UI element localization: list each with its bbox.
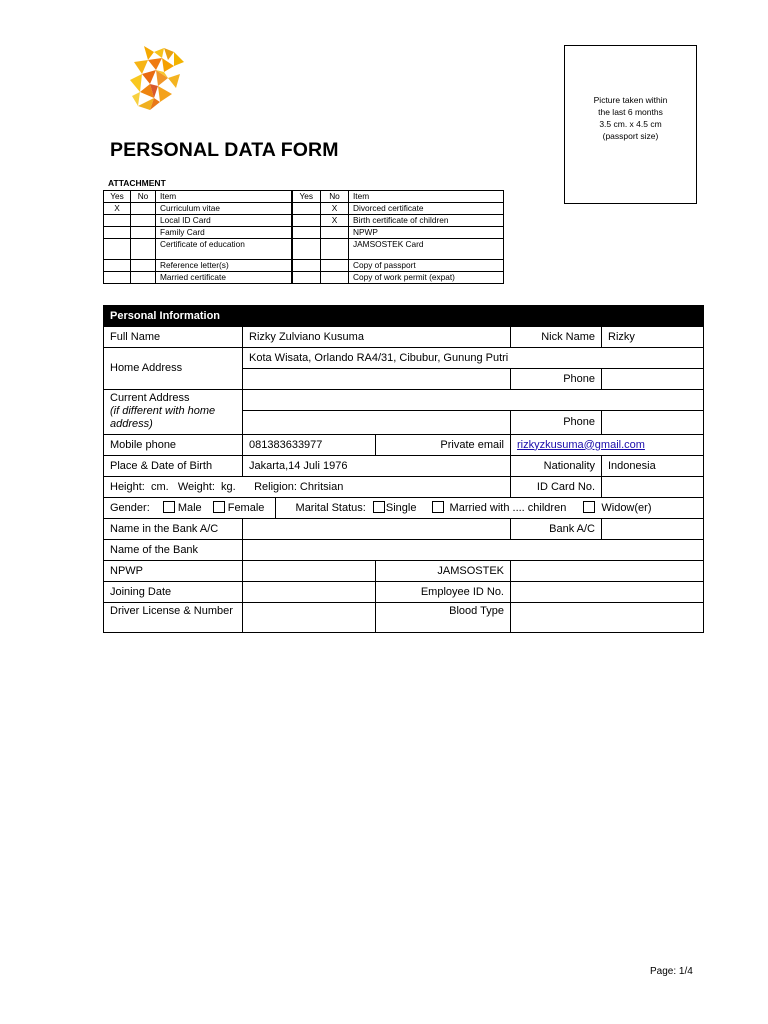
company-logo xyxy=(124,44,186,112)
nationality-label: Nationality xyxy=(511,456,602,477)
yes-cell[interactable] xyxy=(104,260,131,272)
nick-name-label: Nick Name xyxy=(511,327,602,348)
current-address-label: Current Address (if different with home address) xyxy=(104,390,243,435)
current-address-line2-field[interactable] xyxy=(243,411,511,435)
col-yes: Yes xyxy=(292,191,321,203)
nick-name-field[interactable]: Rizky xyxy=(602,327,704,348)
current-address-note: (if different with home address) xyxy=(110,405,216,430)
home-phone-field[interactable] xyxy=(602,369,704,390)
bank-ac-field[interactable] xyxy=(602,519,704,540)
col-no: No xyxy=(321,191,349,203)
current-address-row xyxy=(104,390,704,411)
personal-info-table xyxy=(103,305,704,633)
home-address-line2-field[interactable] xyxy=(243,369,511,390)
private-email-label: Private email xyxy=(376,435,511,456)
widow-checkbox[interactable] xyxy=(583,501,595,513)
attachment-row xyxy=(104,272,504,284)
photo-instructions: Picture taken within the last 6 months 3.5 cm. x 4.5 cm (passport size) xyxy=(593,95,668,141)
bank-field[interactable] xyxy=(243,540,704,561)
email-link[interactable]: rizkyzkusuma@gmail.com xyxy=(517,438,645,451)
yes-cell[interactable] xyxy=(292,260,321,272)
current-address-field[interactable] xyxy=(243,390,704,411)
item-cell: Birth certificate of children xyxy=(349,215,504,227)
no-cell[interactable] xyxy=(131,272,156,284)
yes-cell[interactable] xyxy=(292,227,321,239)
male-label: Male xyxy=(177,501,202,514)
attachment-row xyxy=(104,239,504,260)
married-label: Married with .... children xyxy=(449,501,567,514)
birth-label: Place & Date of Birth xyxy=(104,456,243,477)
yes-cell[interactable] xyxy=(292,272,321,284)
blood-type-label: Blood Type xyxy=(376,603,511,633)
marital-label: Marital Status: xyxy=(295,501,366,514)
birth-row xyxy=(104,456,704,477)
bank-name-row xyxy=(104,519,704,540)
col-item: Item xyxy=(156,191,292,203)
no-cell[interactable] xyxy=(321,227,349,239)
no-cell[interactable] xyxy=(131,215,156,227)
no-cell[interactable] xyxy=(321,239,349,260)
bank-row xyxy=(104,540,704,561)
gender-marital-row xyxy=(104,498,704,519)
yes-cell[interactable] xyxy=(104,272,131,284)
single-label: Single xyxy=(385,501,417,514)
no-cell[interactable] xyxy=(131,203,156,215)
item-cell: Married certificate xyxy=(156,272,292,284)
jamsostek-label: JAMSOSTEK xyxy=(376,561,511,582)
mobile-field[interactable]: 081383633977 xyxy=(243,435,376,456)
id-card-label: ID Card No. xyxy=(511,477,602,498)
attachment-header-row xyxy=(104,191,504,203)
no-cell[interactable]: X xyxy=(321,215,349,227)
home-address-row xyxy=(104,348,704,369)
page-number: Page: 1/4 xyxy=(650,966,693,977)
bank-ac-label: Bank A/C xyxy=(511,519,602,540)
female-label: Female xyxy=(227,501,265,514)
bank-name-label: Name in the Bank A/C xyxy=(104,519,243,540)
no-cell[interactable] xyxy=(131,260,156,272)
male-checkbox[interactable] xyxy=(163,501,175,513)
birth-field[interactable]: Jakarta,14 Juli 1976 xyxy=(243,456,511,477)
married-checkbox[interactable] xyxy=(432,501,444,513)
bank-label: Name of the Bank xyxy=(104,540,243,561)
home-address-field[interactable]: Kota Wisata, Orlando RA4/31, Cibubur, Gunung Putri xyxy=(243,348,704,369)
attachment-row xyxy=(104,260,504,272)
npwp-row xyxy=(104,561,704,582)
no-cell[interactable] xyxy=(131,239,156,260)
no-cell[interactable]: X xyxy=(321,203,349,215)
npwp-label: NPWP xyxy=(104,561,243,582)
item-cell: Local ID Card xyxy=(156,215,292,227)
col-item: Item xyxy=(349,191,504,203)
physical-row xyxy=(104,477,704,498)
bank-name-field[interactable] xyxy=(243,519,511,540)
joining-row xyxy=(104,582,704,603)
npwp-field[interactable] xyxy=(243,561,376,582)
attachment-title: ATTACHMENT xyxy=(108,178,166,188)
mobile-row xyxy=(104,435,704,456)
id-card-field[interactable] xyxy=(602,477,704,498)
yes-cell[interactable] xyxy=(104,215,131,227)
yes-cell[interactable] xyxy=(292,203,321,215)
attachment-row xyxy=(104,215,504,227)
no-cell[interactable] xyxy=(131,227,156,239)
section-header: Personal Information xyxy=(104,306,704,327)
no-cell[interactable] xyxy=(321,272,349,284)
yes-cell[interactable] xyxy=(104,239,131,260)
private-email-field[interactable] xyxy=(511,435,704,456)
form-title: PERSONAL DATA FORM xyxy=(110,139,339,161)
widow-label: Widow(er) xyxy=(601,501,652,514)
joining-date-field[interactable] xyxy=(243,582,376,603)
item-cell: JAMSOSTEK Card xyxy=(349,239,504,260)
item-cell: Divorced certificate xyxy=(349,203,504,215)
nationality-field[interactable]: Indonesia xyxy=(602,456,704,477)
female-checkbox[interactable] xyxy=(213,501,225,513)
height-weight-religion-field[interactable]: Height: cm. Weight: kg. Religion: Chritsian xyxy=(104,477,511,498)
col-no: No xyxy=(131,191,156,203)
home-phone-label: Phone xyxy=(511,369,602,390)
yes-cell[interactable] xyxy=(104,227,131,239)
yes-cell[interactable]: X xyxy=(104,203,131,215)
full-name-label: Full Name xyxy=(104,327,243,348)
photo-placeholder-box[interactable] xyxy=(564,45,697,204)
item-cell: Curriculum vitae xyxy=(156,203,292,215)
item-cell: Copy of passport xyxy=(349,260,504,272)
divider xyxy=(275,498,292,518)
attachment-row xyxy=(104,227,504,239)
full-name-field[interactable]: Rizky Zulviano Kusuma xyxy=(243,327,511,348)
blood-type-field[interactable] xyxy=(511,603,704,633)
current-phone-field[interactable] xyxy=(602,411,704,435)
joining-date-label: Joining Date xyxy=(104,582,243,603)
attachment-table xyxy=(103,190,504,284)
current-phone-label: Phone xyxy=(511,411,602,435)
yes-cell[interactable] xyxy=(292,215,321,227)
driver-license-row xyxy=(104,603,704,633)
item-cell: Certificate of education xyxy=(156,239,292,260)
item-cell: Reference letter(s) xyxy=(156,260,292,272)
item-cell: Copy of work permit (expat) xyxy=(349,272,504,284)
yes-cell[interactable] xyxy=(292,239,321,260)
item-cell: NPWP xyxy=(349,227,504,239)
gender-label: Gender: xyxy=(110,501,150,514)
gender-marital-cell xyxy=(104,498,704,519)
col-yes: Yes xyxy=(104,191,131,203)
single-checkbox[interactable] xyxy=(373,501,385,513)
driver-license-field[interactable] xyxy=(243,603,376,633)
full-name-row xyxy=(104,327,704,348)
employee-id-label: Employee ID No. xyxy=(376,582,511,603)
jamsostek-field[interactable] xyxy=(511,561,704,582)
driver-license-label: Driver License & Number xyxy=(104,603,243,633)
home-address-label: Home Address xyxy=(104,348,243,390)
attachment-row xyxy=(104,203,504,215)
employee-id-field[interactable] xyxy=(511,582,704,603)
mobile-label: Mobile phone xyxy=(104,435,243,456)
item-cell: Family Card xyxy=(156,227,292,239)
no-cell[interactable] xyxy=(321,260,349,272)
